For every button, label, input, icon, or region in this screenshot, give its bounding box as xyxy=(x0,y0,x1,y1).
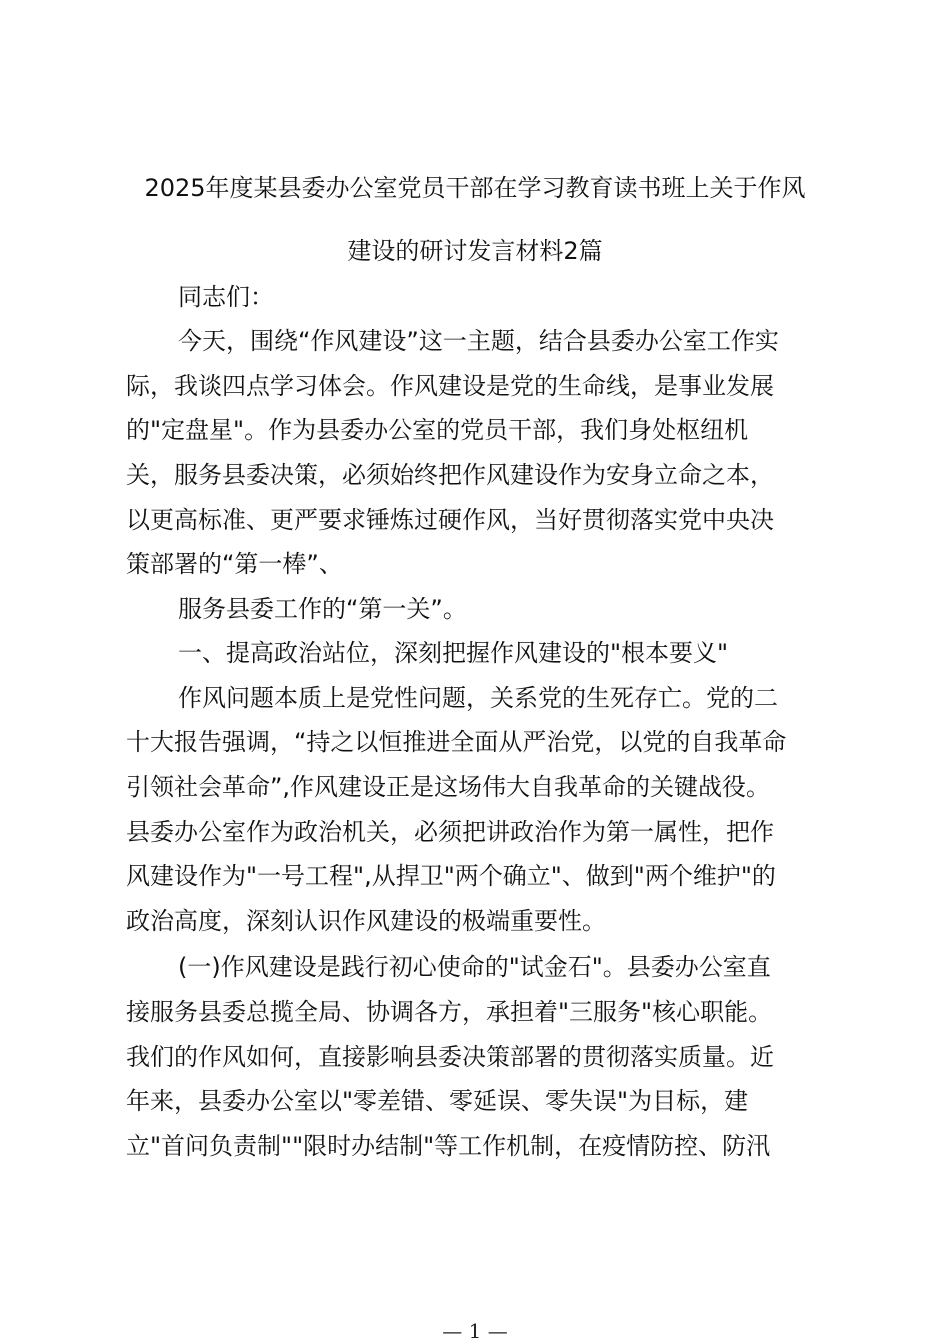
body-line: 我们的作风如何，直接影响县委决策部署的贯彻落实质量。近 xyxy=(126,1043,774,1071)
document-title-line-2: 建设的研讨发言材料2篇 xyxy=(347,237,603,265)
subsection-line: (一)作风建设是践行初心使命的"试金石"。县委办公室直 xyxy=(178,953,771,981)
body-line: 关，服务县委决策，必须始终把作风建设作为安身立命之本， xyxy=(126,461,774,489)
body-line: 今天，围绕“作风建设”这一主题，结合县委办公室工作实 xyxy=(178,327,779,355)
body-line: 十大报告强调，“持之以恒推进全面从严治党，以党的自我革命 xyxy=(126,728,787,756)
page-number: — 1 — xyxy=(442,1319,508,1343)
body-line: 作风问题本质上是党性问题，关系党的生死存亡。党的二 xyxy=(178,684,778,712)
body-line: 引领社会革命”,作风建设正是这场伟大自我革命的关键战役。 xyxy=(126,773,771,801)
salutation: 同志们： xyxy=(178,283,274,311)
body-line: 服务县委工作的“第一关”。 xyxy=(178,595,467,623)
body-line: 的"定盘星"。作为县委办公室的党员干部，我们身处枢纽机 xyxy=(126,416,749,444)
body-line: 政治高度，深刻认识作风建设的极端重要性。 xyxy=(126,907,606,935)
body-line: 以更高标准、更严要求锤炼过硬作风，当好贯彻落实党中央决 xyxy=(126,506,774,534)
body-line: 际，我谈四点学习体会。作风建设是党的生命线，是事业发展 xyxy=(126,372,774,400)
section-heading: 一、提高政治站位，深刻把握作风建设的"根本要义" xyxy=(178,639,729,667)
body-line: 县委办公室作为政治机关，必须把讲政治作为第一属性，把作 xyxy=(126,818,774,846)
document-title-line-1: 2025年度某县委办公室党员干部在学习教育读书班上关于作风 xyxy=(144,174,806,202)
body-line: 策部署的“第一棒”、 xyxy=(126,550,343,578)
body-line: 年来，县委办公室以"零差错、零延误、零失误"为目标，建 xyxy=(126,1087,749,1115)
body-line: 立"首问负责制""限时办结制"等工作机制，在疫情防控、防汛 xyxy=(126,1132,771,1160)
body-line: 风建设作为"一号工程",从捍卫"两个确立"、做到"两个维护"的 xyxy=(126,862,776,890)
body-line: 接服务县委总揽全局、协调各方，承担着"三服务"核心职能。 xyxy=(126,998,773,1026)
